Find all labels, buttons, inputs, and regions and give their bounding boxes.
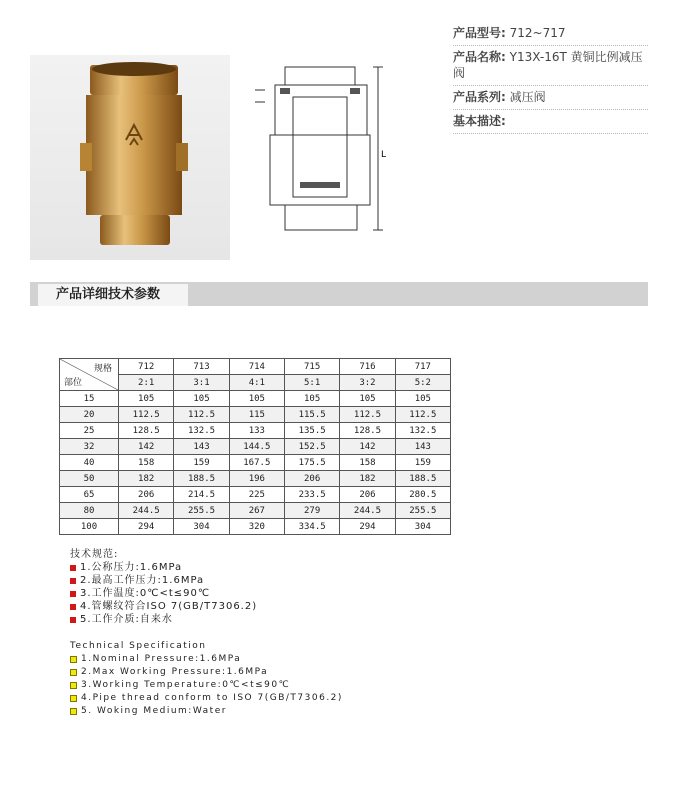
table-row <box>60 423 451 439</box>
model-header-cell: 714 <box>229 359 284 375</box>
header-spec-label: 规格 <box>93 364 112 374</box>
value-cell: 158 <box>119 455 174 471</box>
brass-valve-image <box>30 55 230 260</box>
header-part-label: 部位 <box>64 378 83 388</box>
model-label: 产品型号: <box>453 26 506 40</box>
size-cell: 80 <box>60 503 119 519</box>
note-cn-item-text: 5.工作介质:自来水 <box>80 614 173 625</box>
table-header-row <box>60 359 451 375</box>
series-value: 减压阀 <box>509 90 546 104</box>
model-header-cell: 713 <box>174 359 229 375</box>
value-cell: 233.5 <box>284 487 339 503</box>
note-cn-item-text: 2.最高工作压力:1.6MPa <box>80 575 205 586</box>
value-cell: 132.5 <box>395 423 450 439</box>
size-cell: 20 <box>60 407 119 423</box>
table-row <box>60 455 451 471</box>
value-cell: 142 <box>340 439 395 455</box>
note-en-item <box>70 679 343 692</box>
name-value: Y13X-16T 黄铜比例减压阀 <box>453 50 643 80</box>
note-en-item-text: 1.Nominal Pressure:1.6MPa <box>81 654 242 664</box>
notes-en-heading: Technical Specification <box>70 641 207 651</box>
size-cell: 50 <box>60 471 119 487</box>
value-cell: 142 <box>119 439 174 455</box>
model-header-cell: 715 <box>284 359 339 375</box>
note-cn-item <box>70 613 257 626</box>
size-cell: 25 <box>60 423 119 439</box>
value-cell: 196 <box>229 471 284 487</box>
value-cell: 255.5 <box>174 503 229 519</box>
bullet-square-icon <box>70 708 77 715</box>
value-cell: 105 <box>229 391 284 407</box>
value-cell: 105 <box>119 391 174 407</box>
value-cell: 112.5 <box>395 407 450 423</box>
value-cell: 280.5 <box>395 487 450 503</box>
value-cell: 294 <box>340 519 395 535</box>
ratio-header-cell: 5:1 <box>284 375 339 391</box>
table-row <box>60 407 451 423</box>
size-cell: 40 <box>60 455 119 471</box>
value-cell: 244.5 <box>119 503 174 519</box>
section-bar <box>30 282 648 306</box>
value-cell: 304 <box>174 519 229 535</box>
value-cell: 128.5 <box>119 423 174 439</box>
table-row <box>60 391 451 407</box>
value-cell: 115.5 <box>284 407 339 423</box>
value-cell: 143 <box>395 439 450 455</box>
value-cell: 152.5 <box>284 439 339 455</box>
note-cn-item <box>70 587 257 600</box>
value-cell: 133 <box>229 423 284 439</box>
size-cell: 15 <box>60 391 119 407</box>
value-cell: 158 <box>340 455 395 471</box>
value-cell: 112.5 <box>174 407 229 423</box>
ratio-header-cell: 2:1 <box>119 375 174 391</box>
desc-label: 基本描述: <box>453 114 506 128</box>
model-row <box>453 22 648 46</box>
note-en-item <box>70 653 343 666</box>
value-cell: 182 <box>119 471 174 487</box>
value-cell: 244.5 <box>340 503 395 519</box>
desc-row <box>453 110 648 134</box>
note-cn-item <box>70 574 257 587</box>
value-cell: 206 <box>119 487 174 503</box>
name-label: 产品名称: <box>453 50 506 64</box>
notes-cn <box>70 548 257 626</box>
series-label: 产品系列: <box>453 90 506 104</box>
value-cell: 159 <box>174 455 229 471</box>
value-cell: 182 <box>340 471 395 487</box>
bullet-square-icon <box>70 565 76 571</box>
series-row <box>453 86 648 110</box>
value-cell: 112.5 <box>340 407 395 423</box>
note-en-item-text: 4.Pipe thread conform to ISO 7(GB/T7306.2) <box>81 693 343 703</box>
ratio-header-cell: 3:1 <box>174 375 229 391</box>
note-cn-item-text: 1.公称压力:1.6MPa <box>80 562 183 573</box>
value-cell: 159 <box>395 455 450 471</box>
bullet-square-icon <box>70 617 76 623</box>
value-cell: 279 <box>284 503 339 519</box>
value-cell: 105 <box>395 391 450 407</box>
note-cn-item <box>70 561 257 574</box>
value-cell: 267 <box>229 503 284 519</box>
note-en-item <box>70 705 343 718</box>
bullet-square-icon <box>70 669 77 676</box>
bullet-square-icon <box>70 695 77 702</box>
note-en-item <box>70 666 343 679</box>
value-cell: 105 <box>174 391 229 407</box>
value-cell: 175.5 <box>284 455 339 471</box>
value-cell: 143 <box>174 439 229 455</box>
bullet-square-icon <box>70 578 76 584</box>
table-corner-cell <box>60 359 119 391</box>
size-cell: 100 <box>60 519 119 535</box>
notes-en <box>70 640 343 718</box>
value-cell: 105 <box>284 391 339 407</box>
value-cell: 105 <box>340 391 395 407</box>
value-cell: 128.5 <box>340 423 395 439</box>
table-row <box>60 471 451 487</box>
ratio-header-cell: 5:2 <box>395 375 450 391</box>
model-header-cell: 717 <box>395 359 450 375</box>
value-cell: 225 <box>229 487 284 503</box>
value-cell: 320 <box>229 519 284 535</box>
table-row <box>60 439 451 455</box>
size-cell: 65 <box>60 487 119 503</box>
value-cell: 294 <box>119 519 174 535</box>
product-info <box>453 22 648 134</box>
value-cell: 135.5 <box>284 423 339 439</box>
table-row <box>60 519 451 535</box>
value-cell: 112.5 <box>119 407 174 423</box>
note-cn-item <box>70 600 257 613</box>
ratio-header-cell: 3:2 <box>340 375 395 391</box>
table-row <box>60 487 451 503</box>
value-cell: 304 <box>395 519 450 535</box>
note-en-item-text: 3.Working Temperature:0℃<t≤90℃ <box>81 680 291 690</box>
value-cell: 206 <box>340 487 395 503</box>
value-cell: 188.5 <box>174 471 229 487</box>
value-cell: 132.5 <box>174 423 229 439</box>
notes-cn-heading: 技术规范: <box>70 549 119 560</box>
table-row <box>60 503 451 519</box>
value-cell: 334.5 <box>284 519 339 535</box>
sectional-drawing <box>245 62 390 240</box>
name-row <box>453 46 648 86</box>
note-cn-item-text: 4.管螺纹符合ISO 7(GB/T7306.2) <box>80 601 258 612</box>
value-cell: 144.5 <box>229 439 284 455</box>
note-cn-item-text: 3.工作温度:0℃<t≤90℃ <box>80 588 211 599</box>
product-photo <box>30 55 230 260</box>
model-header-cell: 712 <box>119 359 174 375</box>
bullet-square-icon <box>70 682 77 689</box>
size-cell: 32 <box>60 439 119 455</box>
value-cell: 115 <box>229 407 284 423</box>
bullet-square-icon <box>70 604 76 610</box>
value-cell: 255.5 <box>395 503 450 519</box>
bullet-square-icon <box>70 591 76 597</box>
model-value: 712~717 <box>509 26 566 40</box>
spec-table <box>59 358 451 535</box>
value-cell: 214.5 <box>174 487 229 503</box>
note-en-item-text: 5. Woking Medium:Water <box>81 706 227 716</box>
note-en-item-text: 2.Max Working Pressure:1.6MPa <box>81 667 269 677</box>
value-cell: 188.5 <box>395 471 450 487</box>
model-header-cell: 716 <box>340 359 395 375</box>
value-cell: 167.5 <box>229 455 284 471</box>
svg-text:L: L <box>381 150 387 160</box>
value-cell: 206 <box>284 471 339 487</box>
note-en-item <box>70 692 343 705</box>
bullet-square-icon <box>70 656 77 663</box>
section-title: 产品详细技术参数 <box>38 284 188 306</box>
ratio-header-cell: 4:1 <box>229 375 284 391</box>
